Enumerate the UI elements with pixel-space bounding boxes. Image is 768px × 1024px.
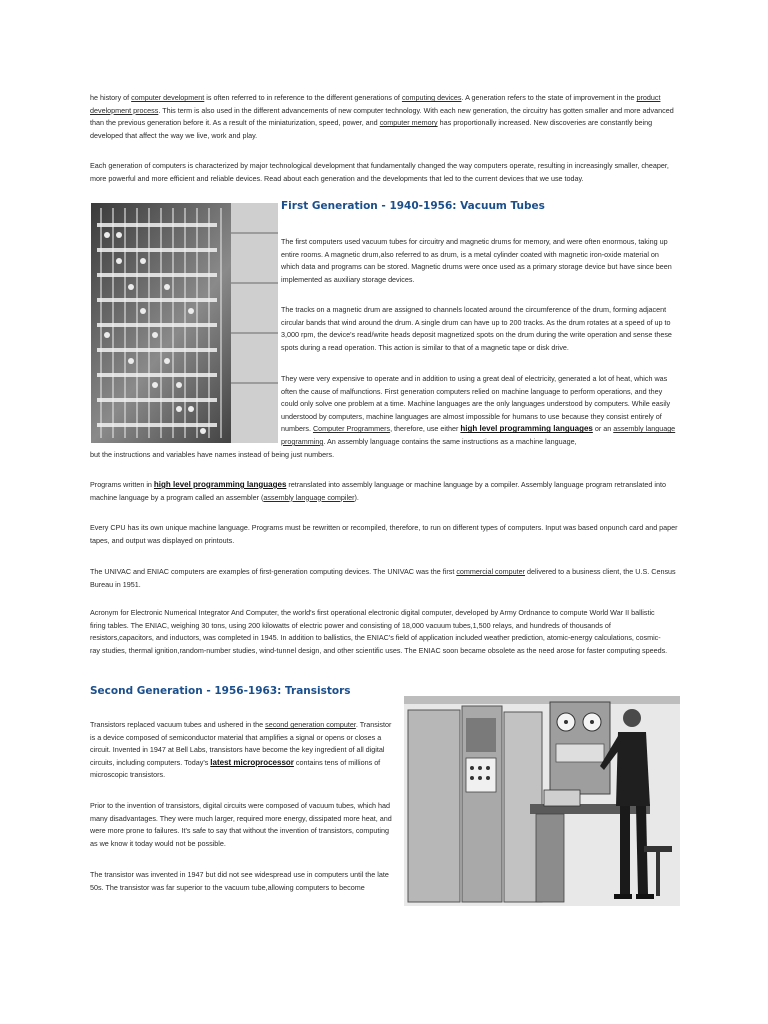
second-generation-heading: Second Generation - 1956-1963: Transistors bbox=[90, 685, 351, 697]
link-computing-devices[interactable]: computing devices bbox=[401, 93, 462, 102]
link-commercial-computer[interactable]: commercial computer bbox=[456, 567, 526, 576]
link-computer-programmers[interactable]: Computer Programmers bbox=[312, 424, 391, 434]
first-gen-paragraph-2: The tracks on a magnetic drum are assigned to channels located around the circumference of the drum, forming adjacent circular bands that wind around the drum. A single drum can have up to 200 tracks. As the drum rotates at a speed of up to 3,000 rpm, the device's read/write heads deposit magnetized spots on the drum during the write operation and sense these spots during a read operation. This action is similar to that of a magnetic tape or disk drive. bbox=[281, 305, 672, 352]
link-high-level-programming-languages-2[interactable]: high level programming languages bbox=[153, 480, 287, 489]
link-latest-microprocessor[interactable]: latest microprocessor bbox=[210, 757, 294, 767]
link-second-generation-computer[interactable]: second generation computer bbox=[265, 720, 356, 729]
first-gen-paragraph-7: Acronym for Electronic Numerical Integrator And Computer, the world's first operational electronic digital computer, developed by Army Ordnance to compute World War II ballistic firing tables. The ENIAC, weighing 30 tons, using 200 kilowatts of electric power and consisting of 18,000 vacuum tubes,1,500 relays, and hundreds of thousands of resistors,capacitors, and inductors, was completed in 1945. In addition to ballistics, the ENIAC's field of application included weather prediction, atomic-energy calculations, cosmic-ray studies, thermal ignition,random-number studies, wind-tunnel design, and other scientific uses. The ENIAC soon became obsolete as the need arose for faster computing speeds. bbox=[90, 608, 668, 655]
first-gen-paragraph-5: Every CPU has its own unique machine language. Programs must be rewritten or recompiled, therefore, to run on different types of computers. Input was based onpunch card and paper tapes, and output was displayed on printouts. bbox=[90, 523, 678, 545]
first-generation-heading: First Generation - 1940-1956: Vacuum Tubes bbox=[281, 200, 545, 212]
vacuum-tube-computer-image bbox=[91, 203, 278, 443]
second-gen-paragraph-1: Transistors replaced vacuum tubes and ushered in the second generation computer. Transistor is a device composed of semiconductor material that amplifies a signal or opens or closes a circuit. Invented in 1947 at Bell Labs, transistors have become the key ingredient of all digital circuits, including computers. Today's latest microprocessor contains tens of millions of microscopic transistors. bbox=[90, 720, 392, 780]
transistor-computer-image bbox=[404, 696, 680, 906]
first-gen-paragraph-3: They were very expensive to operate and in addition to using a great deal of electricity, generated a lot of heat, which was often the cause of malfunctions. First generation computers relied on machine language to perform operations, and they could only solve one problem at a time. Machine languages are the only languages understood by computers. While easily understood by computers, machine languages are almost impossible for humans to use because they consist entirely of numbers. Computer Programmers, therefore, use either high level programming languages or an assembly language programming. An assembly language contains the same instructions as a machine language, bbox=[281, 374, 676, 446]
link-computer-memory[interactable]: computer memory bbox=[379, 118, 438, 128]
link-assembly-language-compiler[interactable]: assembly language compiler bbox=[263, 492, 355, 502]
link-assembly-language-programming[interactable]: assembly language programming bbox=[281, 424, 676, 446]
second-gen-paragraph-3: The transistor was invented in 1947 but did not see widespread use in computers until the late 50s. The transistor was far superior to the vacuum tube,allowing computers to become bbox=[90, 870, 389, 892]
link-high-level-programming-languages[interactable]: high level programming languages bbox=[460, 424, 593, 434]
link-computer-development[interactable]: computer development bbox=[131, 93, 205, 102]
first-gen-paragraph-6: The UNIVAC and ENIAC computers are examples of first-generation computing devices. The UNIVAC was the first commercial computer delivered to a business client, the U.S. Census Bureau in 1951. bbox=[90, 567, 676, 589]
second-gen-paragraph-2: Prior to the invention of transistors, digital circuits were composed of vacuum tubes, which had many disadvantages. They were much larger, required more energy, dissipated more heat, and were more prone to failures. It's safe to say that without the invention of transistors, computing as we know it today would not be possible. bbox=[90, 801, 392, 848]
link-product-development-process[interactable]: product development process bbox=[90, 93, 661, 115]
first-gen-paragraph-3-continued: but the instructions and variables have names instead of being just numbers. bbox=[90, 450, 335, 459]
intro-paragraph: he history of computer development is often referred to in reference to the different generations of computing devices. A generation refers to the state of improvement in the product development process. This term is also used in the different advancements of new computer technology. With each new generation, the circuitry has gotten smaller and more advanced than the previous generation before it. As a result of the miniaturization, speed, power, and computer memory has proportionally increased. New discoveries are constantly being developed that affect the way we live, work and play. bbox=[90, 93, 674, 140]
intro-paragraph-2: Each generation of computers is characterized by major technological development that fundamentally changed the way computers operate, resulting in increasingly smaller, cheaper, more powerful and more efficient and reliable devices. Read about each generation and the developments that led to the current devices that we use today. bbox=[90, 161, 669, 183]
first-gen-paragraph-1: The first computers used vacuum tubes for circuitry and magnetic drums for memory, and were often enormous, taking up entire rooms. A magnetic drum,also referred to as drum, is a metal cylinder coated with magnetic iron-oxide material on which data and programs can be stored. Magnetic drums were once used as a primary storage device but have since been implemented as auxiliary storage devices. bbox=[281, 237, 672, 284]
first-gen-paragraph-4: Programs written in high level programming languages retranslated into assembly language or machine language by a compiler. Assembly language program retranslated into machine language by a program called an assembler (assembly language compiler). bbox=[90, 480, 666, 502]
